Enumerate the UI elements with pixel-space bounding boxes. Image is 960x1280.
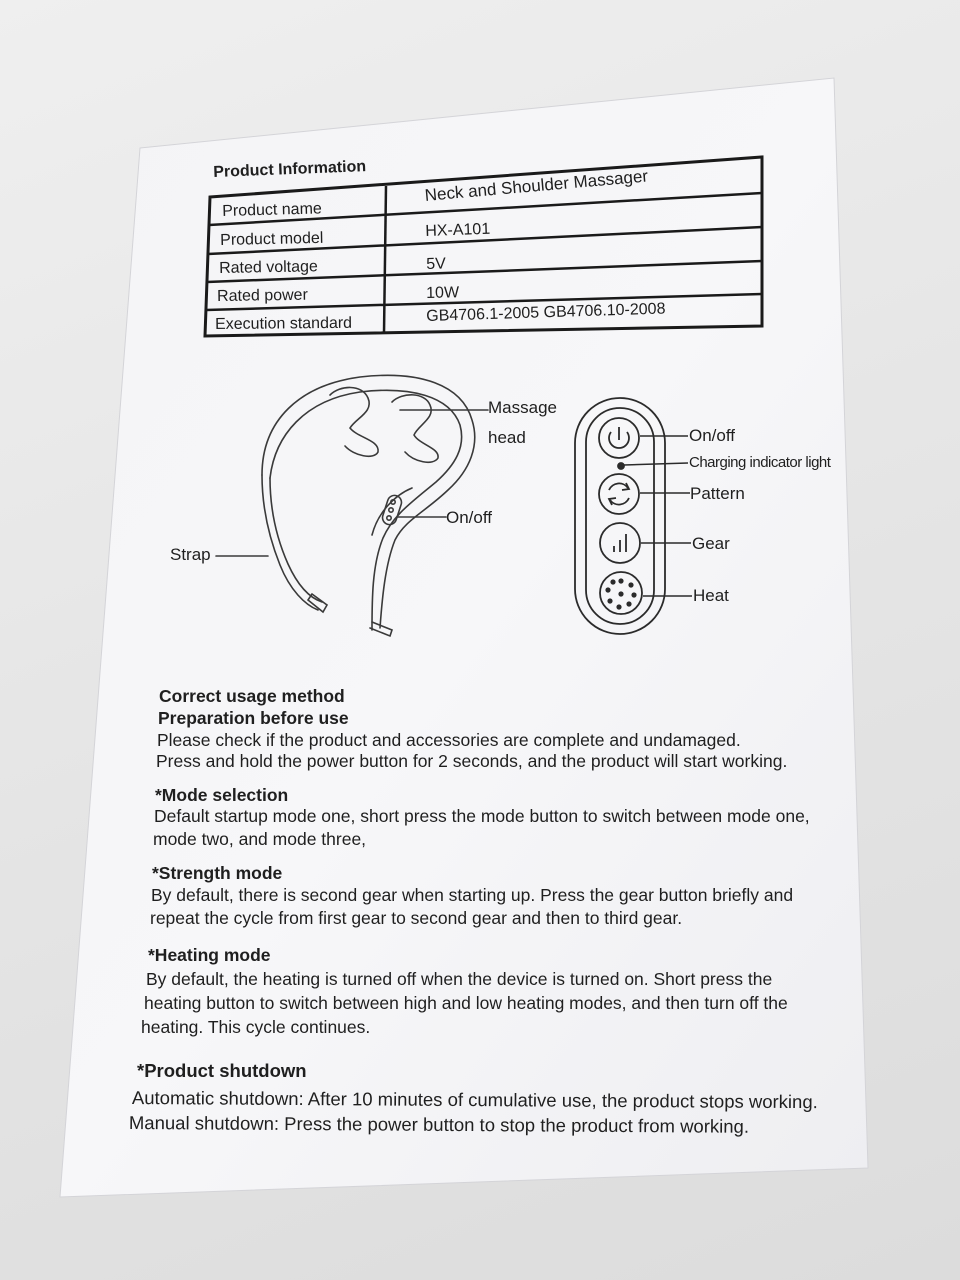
label-gear: Gear <box>692 534 730 553</box>
usage-heading: Correct usage method <box>159 686 345 706</box>
mode-heading: *Mode selection <box>155 785 289 805</box>
label-pattern: Pattern <box>690 484 745 503</box>
row-value-product-name: Neck and Shoulder Massager <box>424 166 649 205</box>
label-charging-indicator: Charging indicator light <box>689 454 831 471</box>
shutdown-line-2: Manual shutdown: Press the power button to stop the product from working. <box>128 1112 750 1137</box>
shutdown-heading: *Product shutdown <box>137 1060 307 1081</box>
heating-line-3: heating. This cycle continues. <box>141 1017 371 1037</box>
heating-heading: *Heating mode <box>148 945 271 965</box>
row-label-rated-power: Rated power <box>217 286 308 305</box>
mode-line-1: Default startup mode one, short press the mode button to switch between mode one, <box>154 806 810 826</box>
heating-line-2: heating button to switch between high and low heating modes, and then turn off the <box>144 993 788 1013</box>
label-strap: Strap <box>170 545 211 564</box>
label-massage-head-1: Massage <box>488 398 557 417</box>
mode-line-2: mode two, and mode three, <box>153 829 367 849</box>
row-value-execution-standard: GB4706.1-2005 GB4706.10-2008 <box>426 300 666 325</box>
label-panel-on-off: On/off <box>689 426 735 445</box>
strength-heading: *Strength mode <box>152 863 283 883</box>
row-label-rated-voltage: Rated voltage <box>219 258 319 277</box>
row-label-product-model: Product model <box>220 229 324 249</box>
label-device-on-off: On/off <box>446 508 492 527</box>
row-value-rated-power: 10W <box>426 284 460 302</box>
label-massage-head-2: head <box>488 428 526 447</box>
strength-line-1: By default, there is second gear when starting up. Press the gear button briefly and <box>151 885 794 905</box>
prep-line-1: Please check if the product and accessories are complete and undamaged. <box>157 730 741 750</box>
prep-heading: Preparation before use <box>158 708 349 728</box>
strength-line-2: repeat the cycle from first gear to second gear and then to third gear. <box>150 908 683 928</box>
control-panel-drawing <box>575 398 665 634</box>
row-value-product-model: HX-A101 <box>425 220 491 240</box>
label-heat: Heat <box>693 586 729 605</box>
shutdown-line-1: Automatic shutdown: After 10 minutes of cumulative use, the product stops working. <box>131 1087 818 1113</box>
prep-line-2: Press and hold the power button for 2 seconds, and the product will start working. <box>156 751 788 771</box>
product-info-title: Product Information <box>213 158 367 181</box>
heating-line-1: By default, the heating is turned off when the device is turned on. Short press the <box>146 969 773 989</box>
row-label-execution-standard: Execution standard <box>215 314 353 333</box>
row-label-product-name: Product name <box>222 200 323 220</box>
row-value-rated-voltage: 5V <box>426 255 447 273</box>
